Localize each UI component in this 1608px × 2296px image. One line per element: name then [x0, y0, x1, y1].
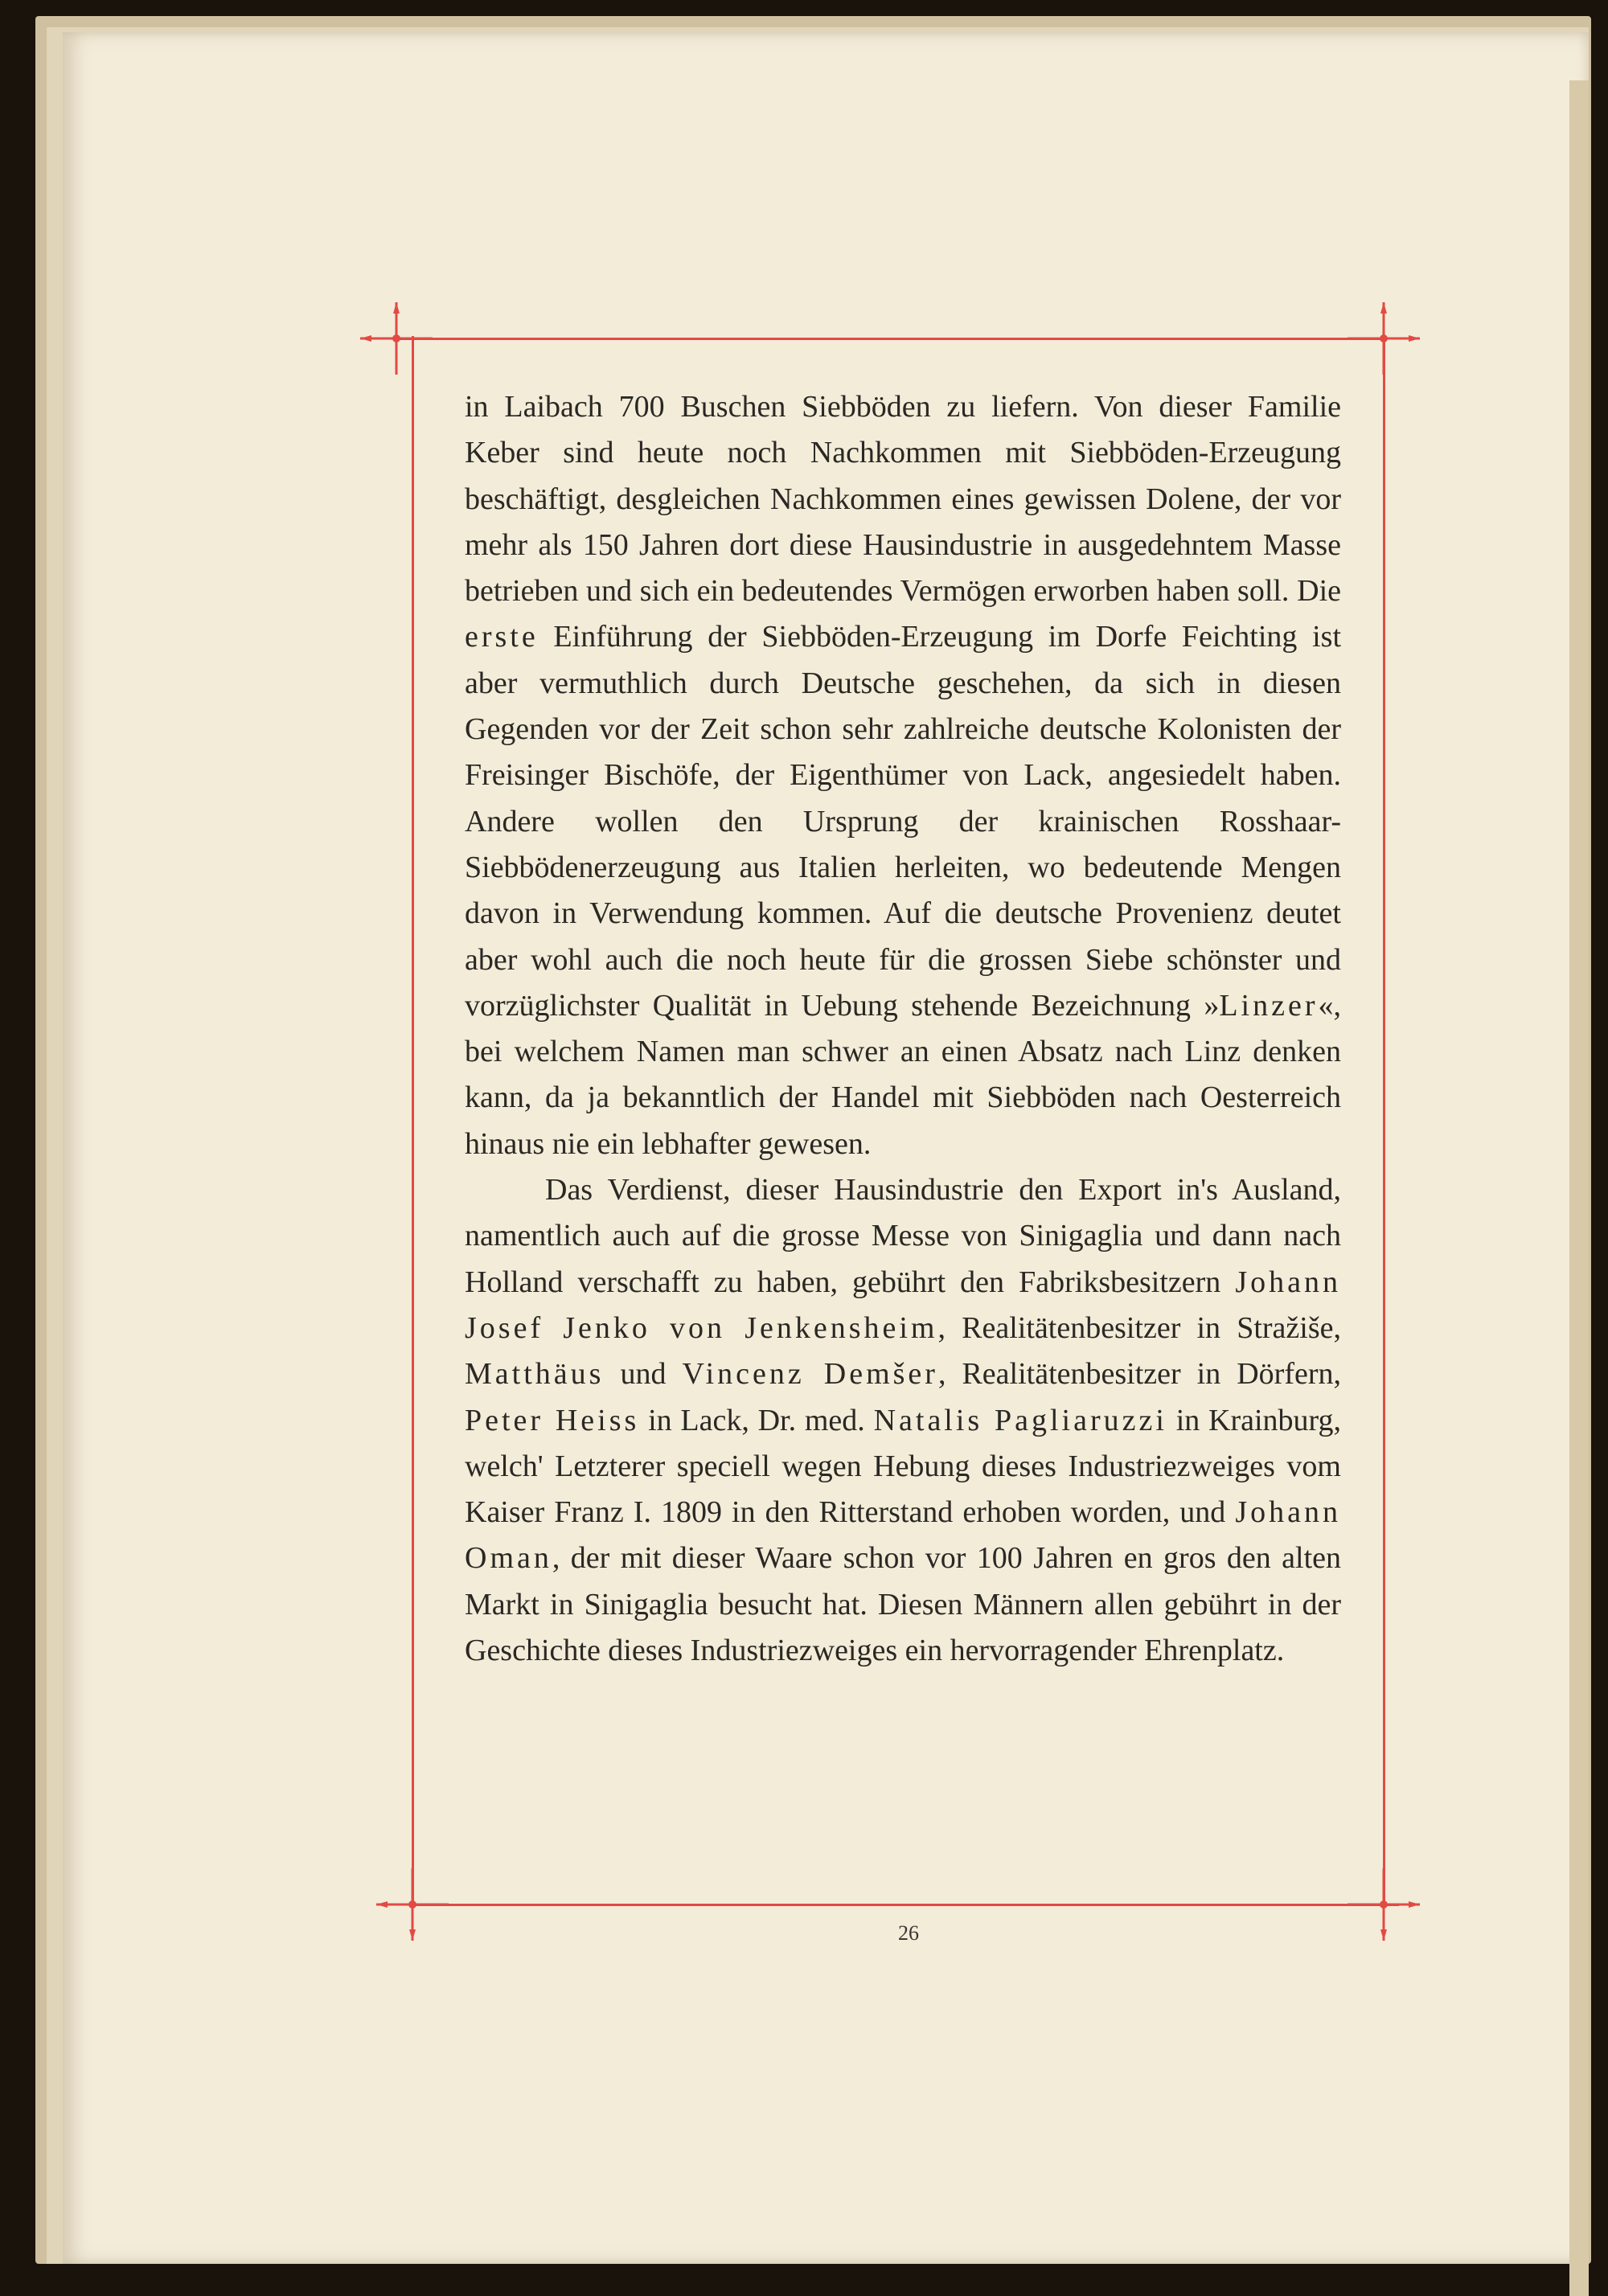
spaced-emphasis-text: Natalis Pagliaruzzi — [873, 1403, 1167, 1437]
text-run: , der mit dieser Waare schon vor 100 Jahren en gros den alten Markt in Sinigaglia besucht hat. Diesen Männern allen gebührt in der Geschichte dieses Industriezweiges ein hervorragender Ehrenplatz. — [465, 1541, 1341, 1668]
right-page-gutter — [1569, 80, 1589, 2296]
frame-right-rule — [1383, 336, 1385, 1905]
spaced-emphasis-text: Linzer — [1219, 988, 1319, 1023]
spaced-emphasis-text: Johann Oman — [465, 1495, 1341, 1576]
frame-bottom-rule — [412, 1904, 1399, 1906]
text-run: , Realitätenbesitzer in Stražiše, — [937, 1310, 1341, 1345]
text-run: «, bei welchem Namen man schwer an einen Absatz nach Linz denken kann, da ja bekanntlich der Handel mit Siebböden nach Oesterreich hinaus nie ein lebhafter gewesen. — [465, 988, 1341, 1161]
spaced-emphasis-text: Matthäus — [465, 1357, 605, 1392]
corner-ornament-top-left — [360, 302, 433, 375]
paragraph — [465, 384, 1341, 1167]
spaced-emphasis-text: erste — [465, 620, 539, 654]
text-run: Einführung der Siebböden-Erzeugung im Dorfe Feichting ist aber vermuthlich durch Deutsche geschehen, da sich in diesen Gegenden vor der Zeit schon sehr zahlreiche deutsche Kolonisten der Freisinger Bischöfe, der Eigenthümer von Lack, angesiedelt haben. Andere wollen den Ursprung der krainischen Rosshaar-Siebbödenerzeugung aus Italien herleiten, wo bedeutende Mengen davon in Verwendung kommen. Auf die deutsche Provenienz deutet aber wohl auch die noch heute für die grossen Siebe schönster und vorzüglichster Qualität in Uebung stehende Bezeichnung » — [465, 620, 1341, 1023]
body-text — [465, 384, 1341, 1674]
text-run: und — [604, 1357, 683, 1392]
text-run: in Laibach 700 Buschen Siebböden zu liefern. Von dieser Familie Keber sind heute noch Nachkommen mit Siebböden-Erzeugung beschäftigt, desgleichen Nachkommen eines gewissen Dolene, der vor mehr als 150 Jahren dort diese Hausindustrie in ausgedehntem Masse betrieben und sich ein bedeutendes Vermögen erworben haben soll. Die — [465, 390, 1341, 609]
page-number: 26 — [898, 1921, 919, 1945]
text-run: , Realitätenbesitzer in Dörfern, — [937, 1357, 1341, 1392]
spaced-emphasis-text: Johann Josef Jenko von Jenkensheim — [465, 1265, 1341, 1345]
frame-top-rule — [396, 338, 1383, 340]
corner-ornament-top-right — [1348, 302, 1420, 375]
frame-left-rule — [412, 336, 414, 1905]
spaced-emphasis-text: Vincenz Demšer — [682, 1357, 938, 1392]
text-run: in Krainburg, welch' Letzterer speciell wegen Hebung dieses Industriezweiges vom Kaiser Franz I. 1809 in den Ritterstand erhoben worden, und — [465, 1403, 1342, 1530]
corner-ornament-bottom-right — [1348, 1868, 1420, 1941]
corner-ornament-bottom-left — [376, 1868, 449, 1941]
text-run: Das Verdienst, dieser Hausindustrie den Export in's Ausland, namentlich auch auf die grosse Messe von Sinigaglia und dann nach Holland verschafft zu haben, gebührt den Fabriksbesitzern — [465, 1173, 1341, 1299]
spaced-emphasis-text: Peter Heiss — [465, 1403, 640, 1437]
text-run: in Lack, Dr. med. — [639, 1403, 874, 1437]
paragraph — [465, 1167, 1341, 1674]
